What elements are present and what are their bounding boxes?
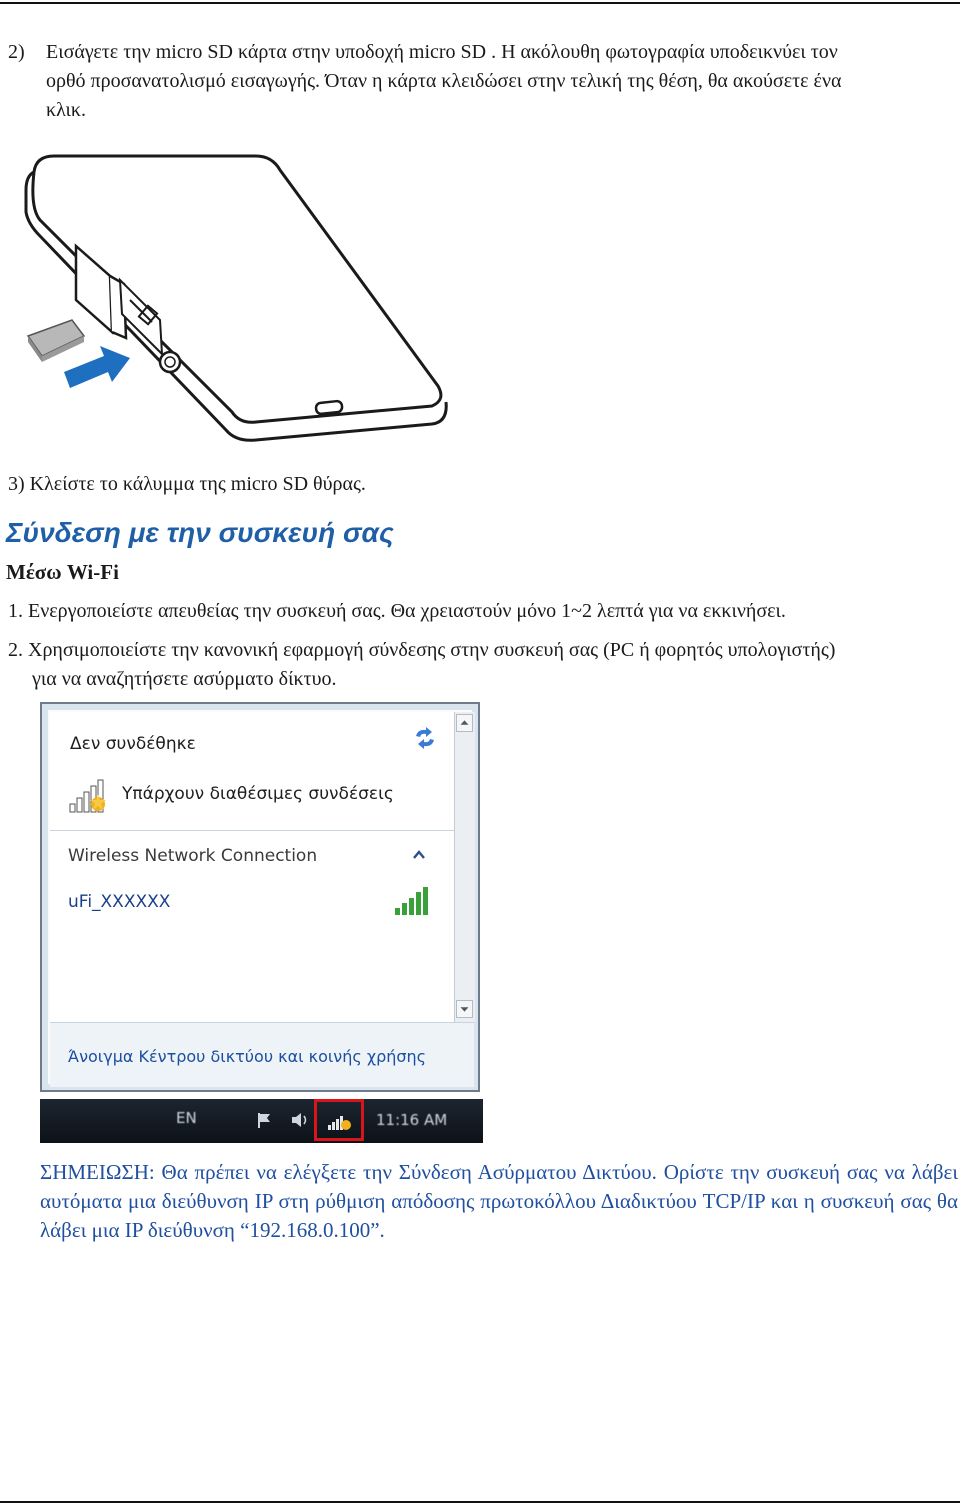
collapse-icon[interactable] [412, 848, 426, 862]
wifi-warning-icon [68, 778, 116, 814]
wifi-step-2-line-1: 2. Χρησιμοποιείστε την κανονική εφαρμογή σύνδεσης στην συσκευή σας (PC ή φορητός υπολογιστής) [8, 639, 836, 661]
connections-available-label: Υπάρχουν διαθέσιμες συνδέσεις [122, 784, 394, 804]
network-tray-icon[interactable] [327, 1111, 353, 1131]
step-2-line-1: Εισάγετε την micro SD κάρτα στην υποδοχή micro SD . Η ακόλουθη φωτογραφία υποδεικνύει τον [46, 41, 838, 63]
step-2-insert-card [8, 38, 958, 125]
popup-scrollbar[interactable] [454, 712, 475, 1022]
action-center-flag-icon[interactable] [256, 1111, 274, 1129]
popup-divider [50, 830, 456, 831]
signal-strength-icon [394, 886, 430, 916]
step-2-line-2: ορθό προσανατολισμό εισαγωγής. Όταν η κάρτα κλειδώσει στην τελική της θέση, θα ακούσετε ένα [46, 70, 842, 92]
wifi-step-2 [8, 636, 958, 694]
refresh-icon[interactable] [412, 726, 438, 750]
section-heading: Σύνδεση με την συσκευή σας [6, 517, 394, 548]
scroll-up-button[interactable] [456, 714, 473, 732]
open-network-center-link[interactable]: Άνοιγμα Κέντρου δικτύου και κοινής χρήσης [68, 1047, 427, 1066]
wifi-step-1: 1. Ενεργοποιείστε απευθείας την συσκευή σας. Θα χρειαστούν μόνο 1~2 λεπτά για να εκκινήσει. [8, 600, 786, 622]
step-number: 2) [8, 41, 25, 63]
taskbar-clock[interactable]: 11:16 AM [376, 1111, 448, 1129]
top-rule [0, 2, 960, 4]
connection-status: Δεν συνδέθηκε [70, 734, 196, 754]
chevron-up-icon [457, 715, 472, 731]
network-item-ufi[interactable]: uFi_XXXXXX [68, 892, 171, 912]
step-2-line-3: κλικ. [46, 99, 86, 121]
wireless-section-label: Wireless Network Connection [68, 846, 318, 866]
chevron-down-icon [457, 1001, 472, 1017]
step-3-close-cover: 3) Κλείστε το κάλυμμα της micro SD θύρας. [8, 473, 366, 495]
sub-heading-wifi: Μέσω Wi-Fi [6, 560, 119, 584]
popup-footer [50, 1022, 474, 1087]
language-indicator[interactable]: EN [176, 1109, 197, 1127]
wifi-step-2-line-2: για να αναζητήσετε ασύρματο δίκτυο. [32, 668, 337, 690]
device-sd-insert-illustration [20, 150, 450, 450]
bottom-rule [0, 1501, 960, 1503]
wifi-network-popup [40, 702, 480, 1092]
speaker-icon[interactable] [290, 1111, 310, 1129]
scroll-down-button[interactable] [456, 1000, 473, 1018]
note-paragraph: ΣΗΜΕΙΩΣΗ: Θα πρέπει να ελέγξετε την Σύνδεση Ασύρματου Δικτύου. Ορίστε την συσκευή σας να λάβει αυτόματα μια διεύθυνση IP στη ρύθμιση απόδοσης πρωτοκόλλου Διαδικτύου TCP/IP και η συσκευή σας θα λάβει μια IP διεύθυνση “192.168.0.100”. [40, 1160, 958, 1242]
windows-taskbar [40, 1099, 483, 1143]
